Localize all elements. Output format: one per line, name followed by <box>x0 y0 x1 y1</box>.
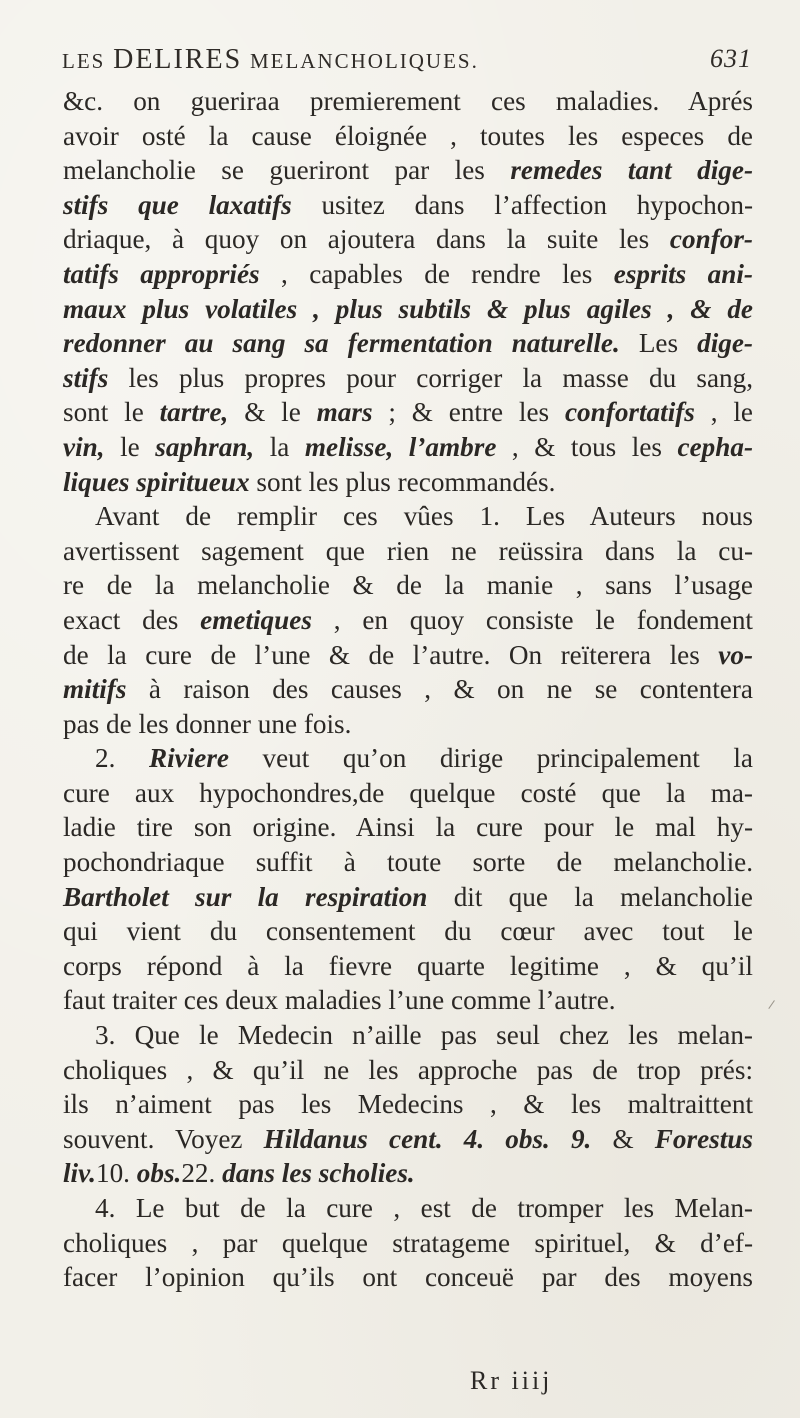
text-segment: & le <box>228 397 317 428</box>
italic-segment: vo- <box>718 639 753 670</box>
text-segment: exact des <box>63 604 201 635</box>
text-segment: souvent. Voyez <box>63 1123 264 1154</box>
text-line <box>63 153 753 188</box>
text-line <box>63 84 753 119</box>
text-line <box>63 534 753 569</box>
text-segment: avoir osté la cause éloignée , toutes les especes de <box>63 120 753 151</box>
italic-segment: cepha- <box>677 431 754 462</box>
text-line <box>63 361 753 396</box>
text-segment: la <box>254 431 305 462</box>
text-segment: dit que la melancholie <box>427 881 753 912</box>
italic-segment: mitifs <box>63 674 127 705</box>
italic-segment: dans les scholies. <box>222 1158 415 1189</box>
text-line <box>63 119 753 154</box>
italic-segment: esprits ani- <box>613 258 753 289</box>
text-segment: &c. on gueriraa premierement ces maladies. Aprés <box>63 86 753 116</box>
text-line <box>63 1260 753 1295</box>
text-segment: veut qu’on dirige principalement la <box>228 743 753 774</box>
page-number: 631 <box>710 44 752 73</box>
text-line <box>63 776 753 811</box>
text-segment: de la cure de l’une & de l’autre. On reïterera les <box>63 639 719 670</box>
text-segment: 4. Le but de la cure , est de tromper les Melan- <box>95 1193 753 1223</box>
text-line <box>63 1053 753 1088</box>
text-line <box>63 845 753 880</box>
italic-segment: confor- <box>669 224 753 255</box>
text-segment: facer l’opinion qu’ils ont conceuë par des moyens <box>63 1262 753 1293</box>
text-line <box>63 949 753 984</box>
text-line <box>63 395 753 430</box>
text-segment: sont le <box>63 397 160 428</box>
italic-segment: Forestus <box>654 1123 753 1154</box>
text-segment: Avant de remplir ces vûes 1. Les Auteurs nous <box>95 501 753 532</box>
text-line <box>63 326 753 361</box>
text-line <box>63 1018 753 1053</box>
body-text <box>63 84 753 1295</box>
text-line <box>63 292 753 327</box>
text-segment: ; & entre les <box>372 397 565 428</box>
italic-segment: dige- <box>697 328 753 359</box>
text-line <box>63 707 753 742</box>
text-segment: faut traiter ces deux maladies l’une comme l’autre. <box>63 985 616 1016</box>
text-line <box>63 188 753 223</box>
text-segment: driaque, à quoy on ajoutera dans la suite les <box>63 224 670 255</box>
text-line <box>63 810 753 845</box>
running-header <box>62 44 752 76</box>
italic-segment: liv. <box>63 1158 96 1189</box>
italic-segment: confortatifs <box>564 397 695 428</box>
text-segment: ils n’aiment pas les Medecins , & les maltraittent <box>63 1089 753 1120</box>
text-segment: pochondriaque suffit à toute sorte de melancholie. <box>63 847 753 878</box>
text-segment: choliques , & qu’il ne les approche pas de trop prés: <box>63 1054 753 1085</box>
text-line <box>63 914 753 949</box>
text-line <box>63 1226 753 1261</box>
text-segment: usitez dans l’affection hypochon- <box>291 189 753 220</box>
text-segment: , le <box>694 397 753 428</box>
text-segment: sont les plus recommandés. <box>249 466 556 497</box>
italic-segment: Hildanus cent. 4. obs. 9. <box>263 1123 592 1154</box>
text-segment <box>393 432 409 462</box>
text-segment: qui vient du consentement du cœur avec tout le <box>63 916 753 947</box>
running-title-melancholiques: MELANCHOLIQUES. <box>249 49 479 73</box>
text-segment: à raison des causes , & on ne se contentera <box>126 674 753 705</box>
text-segment: re de la melancholie & de la manie , sans l’usage <box>63 570 753 601</box>
text-line <box>63 741 753 776</box>
text-line <box>63 880 753 915</box>
italic-segment: vin, <box>63 431 105 462</box>
text-segment: le <box>104 431 156 462</box>
text-line <box>63 1156 753 1191</box>
text-line <box>63 1122 753 1157</box>
text-line <box>63 1191 753 1226</box>
text-line <box>63 1087 753 1122</box>
margin-pen-mark <box>768 1000 784 1016</box>
text-line <box>63 603 753 638</box>
text-line <box>63 638 753 673</box>
italic-segment: stifs <box>63 362 109 393</box>
text-line <box>63 672 753 707</box>
text-segment: , & tous les <box>496 431 678 462</box>
text-segment: pas de les donner une fois. <box>63 708 352 739</box>
text-segment: Les <box>619 328 698 359</box>
text-line <box>63 568 753 603</box>
italic-segment: mars <box>316 397 373 428</box>
text-segment: 22. <box>181 1158 223 1189</box>
text-segment: 10. <box>95 1158 137 1189</box>
italic-segment: stifs que laxatifs <box>63 189 292 220</box>
italic-segment: redonner au sang sa fermentation naturelle. <box>63 328 620 359</box>
italic-segment: remedes tant dige- <box>510 155 753 186</box>
italic-segment: Riviere <box>148 743 229 774</box>
text-segment: cure aux hypochondres,de quelque costé que la ma- <box>63 777 753 808</box>
text-segment: 3. Que le Medecin n’aille pas seul chez les melan- <box>95 1020 753 1051</box>
italic-segment: l’ambre <box>408 431 497 462</box>
text-line <box>63 499 753 534</box>
text-line <box>63 430 753 465</box>
text-line <box>63 257 753 292</box>
italic-segment: liques spiritueux <box>63 466 250 497</box>
italic-segment: obs. <box>136 1158 182 1189</box>
running-title-les: LES <box>62 49 106 73</box>
text-segment: avertissent sagement que rien ne reüssira dans la cu- <box>63 535 753 566</box>
text-line <box>63 222 753 257</box>
text-line <box>63 983 753 1018</box>
text-segment: ladie tire son origine. Ainsi la cure pour le mal hy- <box>63 812 753 843</box>
text-segment: choliques , par quelque stratageme spirituel, & d’ef- <box>63 1227 753 1258</box>
running-title-delires: DELIRES <box>113 44 243 75</box>
italic-segment: melisse, <box>304 431 394 462</box>
text-segment: , en quoy consiste le fondement <box>311 604 753 635</box>
text-segment: , capables de rendre les <box>259 258 614 289</box>
italic-segment: saphran, <box>155 431 255 462</box>
signature-mark: Rr iiij <box>470 1366 553 1395</box>
italic-segment: Bartholet sur la respiration <box>63 881 428 912</box>
text-line <box>63 465 753 500</box>
text-segment: melancholie se gueriront par les <box>63 155 511 186</box>
italic-segment: tatifs appropriés <box>63 258 260 289</box>
italic-segment: tartre, <box>159 397 229 428</box>
text-segment: corps répond à la fievre quarte legitime , & qu’il <box>63 950 753 981</box>
italic-segment: maux plus volatiles , plus subtils & plus agiles , & de <box>63 293 753 324</box>
text-segment: les plus propres pour corriger la masse du sang, <box>108 362 753 393</box>
italic-segment: emetiques <box>200 604 312 635</box>
text-segment: & <box>591 1123 655 1154</box>
text-segment: 2. <box>95 743 149 774</box>
